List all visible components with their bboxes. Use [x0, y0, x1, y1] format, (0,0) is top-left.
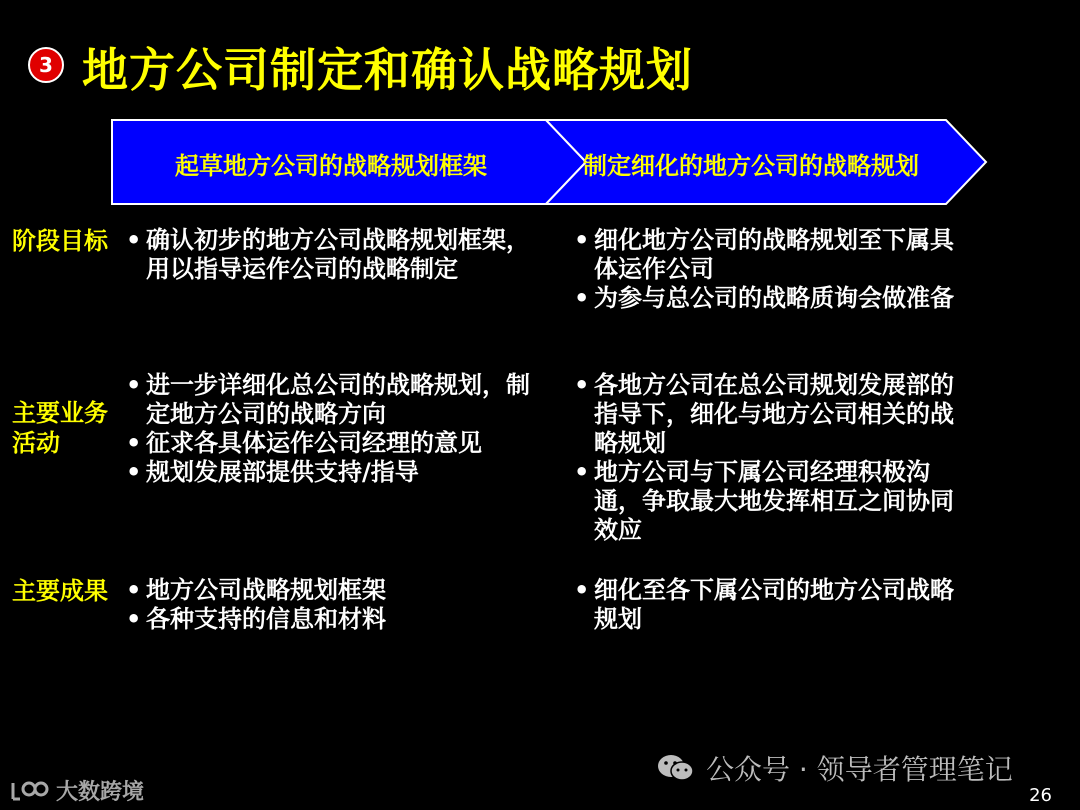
list-item: • 确认初步的地方公司战略规划框架，用以指导运作公司的战略制定	[124, 226, 534, 284]
section-number-badge: 3	[28, 47, 64, 83]
activities-col-2	[572, 371, 972, 545]
goal-col-2	[572, 226, 972, 313]
list-item: • 为参与总公司的战略质询会做准备	[572, 284, 972, 313]
phase-1-label: 起草地方公司的战略规划框架	[175, 152, 487, 180]
page-number: 26	[1029, 785, 1052, 806]
brand-logo-icon	[10, 779, 50, 803]
list-item: • 地方公司战略规划框架	[124, 576, 534, 605]
list-item: • 细化地方公司的战略规划至下属具体运作公司	[572, 226, 972, 284]
wechat-icon	[656, 753, 696, 783]
activities-col-1	[124, 371, 534, 487]
list-item: • 地方公司与下属公司经理积极沟通，争取最大地发挥相互之间协同效应	[572, 458, 972, 545]
phase-2-label: 制定细化的地方公司的战略规划	[583, 152, 919, 180]
results-col-1	[124, 576, 534, 634]
goal-col-1	[124, 226, 534, 284]
brand-logo-text: 大数跨境	[56, 780, 145, 805]
row-label-results: 主要成果	[12, 577, 108, 605]
list-item: • 各种支持的信息和材料	[124, 605, 534, 634]
wechat-watermark	[656, 748, 1013, 788]
row-label-activities: 主要业务活动	[12, 399, 108, 457]
slide-title: 地方公司制定和确认战略规划	[82, 43, 693, 97]
list-item: • 规划发展部提供支持/指导	[124, 458, 534, 487]
results-col-2	[572, 576, 972, 634]
list-item: • 征求各具体运作公司经理的意见	[124, 429, 534, 458]
list-item: • 细化至各下属公司的地方公司战略规划	[572, 576, 972, 634]
watermark-text: 公众号 · 领导者管理笔记	[706, 753, 1013, 786]
list-item: • 进一步详细化总公司的战略规划，制定地方公司的战略方向	[124, 371, 534, 429]
brand-logo	[10, 775, 144, 806]
list-item: • 各地方公司在总公司规划发展部的指导下，细化与地方公司相关的战略规划	[572, 371, 972, 458]
row-label-goal: 阶段目标	[12, 227, 108, 255]
